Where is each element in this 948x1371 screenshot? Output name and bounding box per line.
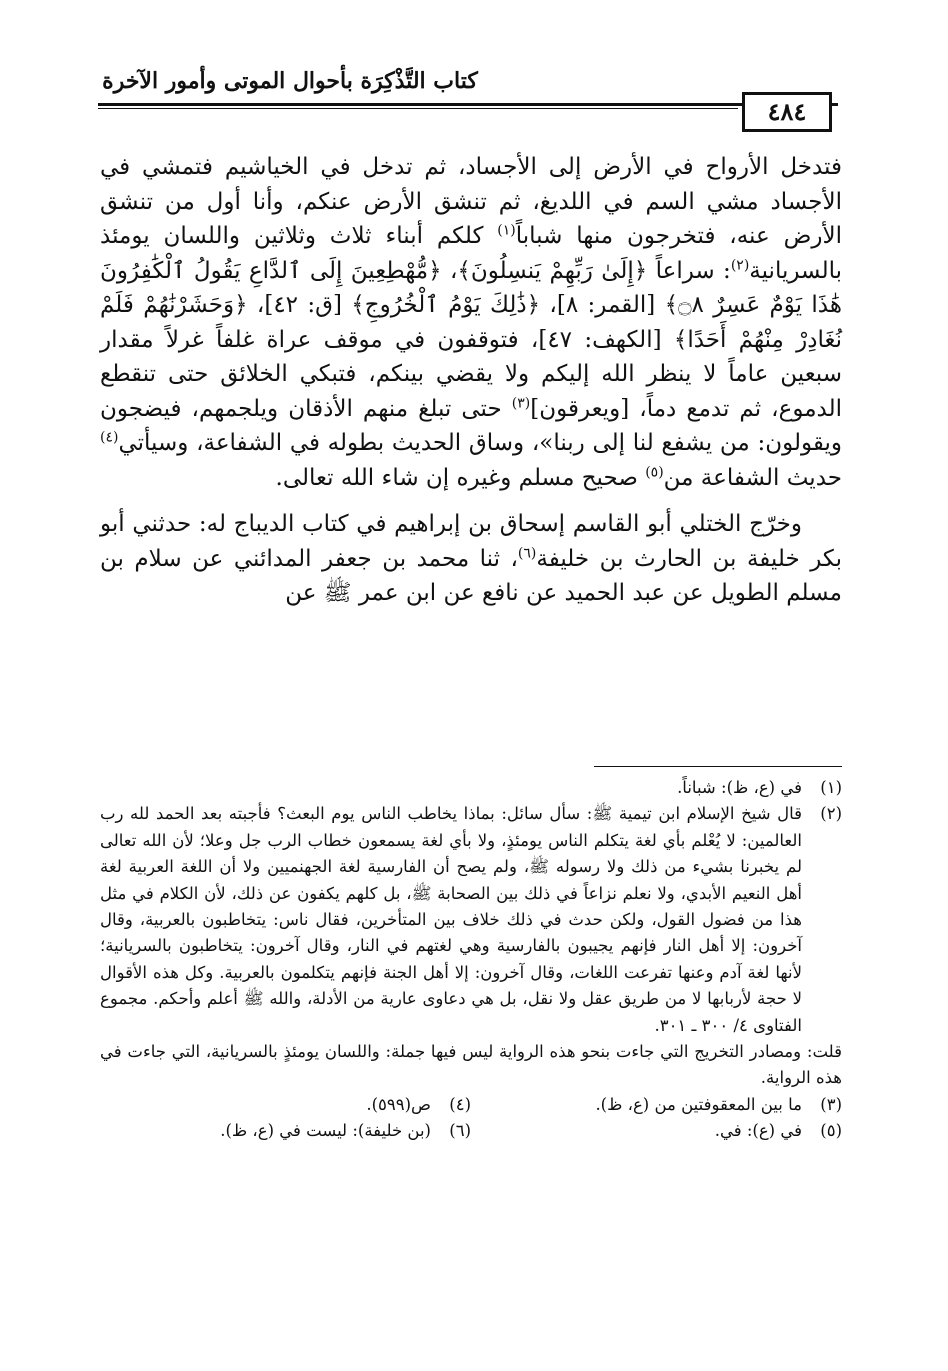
text-segment: كلكم أبناء ثلاث وثلاثين واللسان يومئذ بالسريانية (100, 223, 842, 284)
text-segment: صحيح مسلم وغيره إن شاء الله تعالى. (275, 464, 646, 491)
footnote-row-3-4 (100, 1092, 842, 1118)
footnote-number: (٦) (449, 1121, 471, 1141)
footnote-text: قال شيخ الإسلام ابن تيمية ﷺ: سأل سائل: بماذا يخاطب الناس يوم البعث؟ فأجبته بعد الحمد لله رب العالمين: لا يُعْلم بأي لغة يتكلم الناس يومئذٍ، ولا بأي لغة يسمعون خطاب الرب جل وعلا؛ لأن الله تعالى لم يخبرنا بشيء من ذلك ولا رسوله ﷺ، ولم يصح أن الفارسية لغة الجهنميين ولا أن اللغة العربية لغة أهل النعيم الأبدي، ولا نعلم نزاعاً في ذلك بين الصحابة ﷺ، بل كلهم يكفون عن ذلك، لأن الكلام في مثل هذا من فضول القول، ولكن حدث في ذلك خلاف بين المتأخرين، فقال ناس: يتخاطبون بالعربية، وقال آخرون: إلا أهل النار فإنهم يجيبون بالفارسية وهي لغتهم في النار، وقال آخرون: يتخاطبون بالسريانية؛ لأنها لغة آدم وعنها تفرعت اللغات، وقال آخرون: إلا أهل الجنة فإنهم يتكلمون بالعربية. وكل هذه الأقوال لا حجة لأربابها لا من طريق عقل ولا نقل، بل هي دعاوى عارية من الأدلة، والله ﷺ أعلم وأحكم. مجموع الفتاوى ٤/ ٣٠٠ ـ ٣٠١. (100, 804, 802, 1035)
text-segment: ، ثنا محمد بن جعفر المدائني عن سلام بن مسلم الطويل عن عبد الحميد عن نافع عن ابن عمر ﷺ عن (100, 545, 842, 606)
footnote-marker: (٢) (730, 256, 750, 273)
text-segment: : سراعاً ﴿إِلَىٰ رَبِّهِمْ يَنسِلُونَ﴾، ﴿مُّهْطِعِينَ إِلَى ٱلدَّاعِ يَقُولُ ٱلْكَٰفِرُونَ هَٰذَا يَوْمٌ عَسِرٌ ۝٨﴾ [القمر: ٨]، ﴿ذَٰلِكَ يَوْمُ ٱلْخُرُوجِ﴾ [ق: ٤٢]، ﴿وَحَشَرْنَٰهُمْ فَلَمْ نُغَادِرْ مِنْهُمْ أَحَدًا﴾ [الكهف: ٤٧]، فتوقفون في موقف عراة غلفاً غرلاً مقدار سبعين عاماً لا ينظر الله إليكم ولا يقضي بينكم، فتبكي الخلائق حتى تنقطع الدموع، ثم تدمع دماً، [ويعرقون] (100, 257, 842, 422)
footnote-marker: (٣) (511, 394, 531, 411)
footnote-number: (١) (820, 778, 842, 797)
text-segment: وخرّج الختلي أبو القاسم إسحاق بن إبراهيم في كتاب الديباج له: حدثني أبو بكر خليفة بن الحارث بن خليفة (100, 511, 842, 572)
header-rule-thin (98, 108, 738, 109)
footnote-text: في (ع، ظ): شباناً. (677, 778, 802, 797)
footnote-6 (100, 1118, 471, 1144)
footnote-2 (100, 801, 842, 1039)
footnote-5 (471, 1118, 842, 1144)
footnotes (100, 775, 842, 1145)
footnote-text: ما بين المعقوفتين من (ع، ظ). (595, 1094, 802, 1114)
paragraph-1 (100, 150, 842, 495)
footnote-marker: (٤) (100, 429, 119, 446)
footnote-marker: (٥) (645, 463, 664, 480)
text-segment: حتى تبلغ منهم الأذقان ويلجمهم، فيضجون ويقولون: من يشفع لنا إلى ربنا»، وساق الحديث بطوله في الشفاعة، وسيأتي (100, 395, 842, 456)
editor-note: قلت: ومصادر التخريج التي جاءت بنحو هذه الرواية ليس فيها جملة: واللسان يومئذٍ بالسريانية، التي جاءت في هذه الرواية. (100, 1042, 842, 1088)
header-rule (98, 103, 838, 106)
footnote-marker: (٦) (517, 544, 537, 561)
footnote-marker: (١) (497, 222, 516, 239)
page-number: ٤٨٤ (742, 92, 832, 132)
footnote-number: (٥) (820, 1121, 842, 1141)
footnote-row-5-6 (100, 1118, 842, 1144)
text-segment: فتدخل الأرواح في الأرض إلى الأجساد، ثم تدخل في الخياشيم فتمشي في الأجساد مشي السم في اللديغ، ثم تنشق الأرض عنكم، وأنا أول من تنشق الأرض عنه، فتخرجون منها شباباً (100, 154, 842, 249)
footnote-4 (100, 1092, 471, 1118)
footnote-number: (٤) (449, 1094, 471, 1114)
footnote-text: ص(٥٩٩). (366, 1094, 431, 1114)
footnote-separator (594, 766, 842, 767)
footnote-text: في (ع): في. (714, 1121, 802, 1141)
footnote-3 (471, 1092, 842, 1118)
running-title: كتاب التَّذْكِرَة بأحوال الموتى وأمور الآخرة (102, 68, 478, 94)
footnote-text: (بن خليفة): ليست في (ع، ظ). (220, 1121, 431, 1141)
footnote-1 (100, 775, 842, 801)
paragraph-2 (100, 507, 842, 611)
footnote-number: (٢) (820, 804, 842, 824)
main-text (100, 150, 842, 611)
footnote-number: (٣) (820, 1094, 842, 1114)
text-segment: حديث الشفاعة من (663, 464, 842, 491)
